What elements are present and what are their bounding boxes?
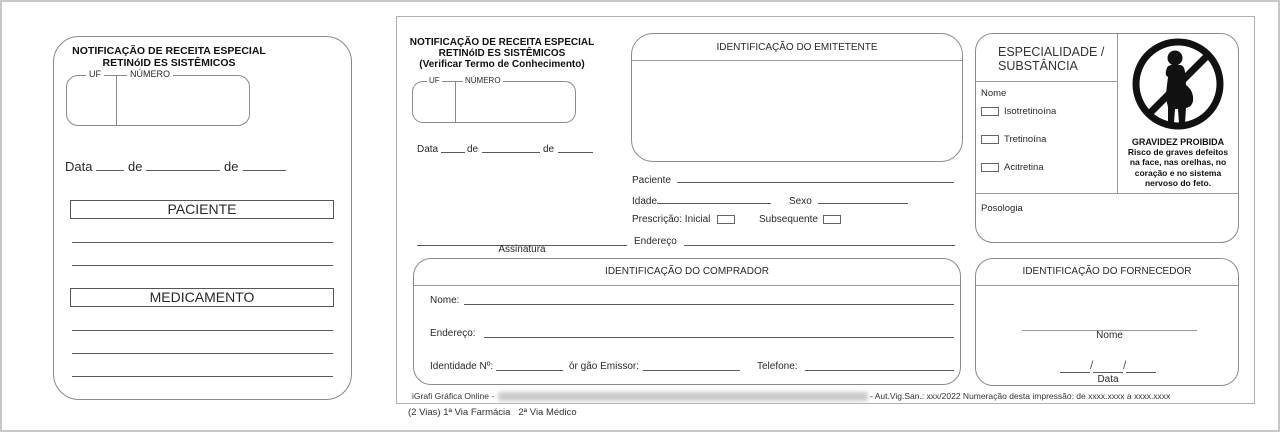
stub-uf-divider [116, 75, 117, 126]
form-uf-numero-box [412, 81, 576, 123]
comprador-nome-label: Nome: [430, 295, 460, 306]
acitretina-label: Acitretina [1004, 162, 1044, 173]
stub-paciente-label: PACIENTE [167, 201, 237, 217]
footer-printer: iGrafi Gráfica Online - [412, 391, 495, 401]
fornecedor-header: IDENTIFICAÇÃO DO FORNECEDOR [1022, 266, 1192, 277]
fornecedor-day-line[interactable] [1060, 372, 1090, 373]
endereco-line[interactable] [684, 245, 955, 246]
comprador-telefone-line[interactable] [805, 370, 954, 371]
isotretinoina-label: Isotretinoína [1004, 106, 1057, 117]
subsequente-checkbox[interactable] [823, 215, 841, 224]
stub-de-label-1: de [128, 159, 143, 174]
endereco-label: Endereço [634, 236, 677, 247]
paciente-label: Paciente [632, 175, 671, 186]
vias-note: (2 Vias) 1ª Via Farmácia 2ª Via Médico [408, 407, 577, 418]
form-title-line1: NOTIFICAÇÃO DE RECEITA ESPECIAL [409, 37, 595, 48]
stub-medicamento-line-1[interactable] [72, 330, 333, 331]
no-pregnancy-icon [1131, 37, 1225, 131]
stub-numero-label: NÚMERO [127, 69, 173, 79]
form-de-label-2: de [543, 144, 555, 155]
stub-medicamento-header [70, 288, 334, 307]
form-year-line[interactable] [558, 152, 593, 153]
comprador-endereco-line[interactable] [484, 337, 954, 338]
warning-line1: Risco de graves defeitos [1127, 147, 1229, 157]
acitretina-checkbox[interactable] [981, 163, 999, 172]
footer-authorization: - Aut.Vig.San.: xxx/2022 Numeração desta impressão: de xxxx.xxxx a xxxx.xxxx [870, 391, 1171, 401]
especialidade-header-divider [976, 81, 1117, 82]
stub-title-line2: RETINóID ES SISTÊMICOS [102, 57, 236, 69]
sexo-label: Sexo [789, 196, 812, 207]
stub-title-line1: NOTIFICAÇÃO DE RECEITA ESPECIAL [72, 45, 266, 57]
idade-line[interactable] [657, 203, 771, 204]
warning-title: GRAVIDEZ PROIBIDA [1131, 137, 1225, 147]
posologia-label: Posologia [981, 203, 1023, 214]
form-de-label-1: de [467, 144, 479, 155]
stub-month-line[interactable] [146, 170, 220, 171]
form-uf-label: UF [429, 76, 440, 85]
assinatura-label: Assinatura [498, 244, 546, 255]
stub-medicamento-line-2[interactable] [72, 353, 333, 354]
nome-label: Nome [981, 88, 1007, 99]
stub-paciente-line-1[interactable] [72, 242, 333, 243]
comprador-endereco-label: Endereço: [430, 328, 476, 339]
stub-paciente-line-2[interactable] [72, 265, 333, 266]
form-title-line3: (Verificar Termo de Conhecimento) [419, 59, 585, 70]
subsequente-label: Subsequente [759, 214, 818, 225]
emitente-header: IDENTIFICAÇÃO DO EMITETENTE [716, 42, 878, 53]
isotretinoina-checkbox[interactable] [981, 107, 999, 116]
form-uf-divider [455, 81, 456, 123]
stub-medicamento-label: MEDICAMENTO [149, 289, 255, 305]
emitente-divider [632, 60, 962, 61]
form-data-label: Data [417, 144, 439, 155]
comprador-orgao-line[interactable] [643, 370, 740, 371]
stub-medicamento-line-3[interactable] [72, 376, 333, 377]
fornecedor-year-line[interactable] [1126, 372, 1156, 373]
fornecedor-box [975, 258, 1239, 386]
sexo-line[interactable] [818, 203, 908, 204]
comprador-header: IDENTIFICAÇÃO DO COMPRADOR [605, 266, 769, 277]
warning-line4: nervoso do feto. [1144, 178, 1212, 188]
fornecedor-nome-label: Nome [1096, 330, 1123, 341]
footer-redacted-info [498, 392, 868, 401]
tretinoina-label: Tretinoína [1004, 134, 1047, 145]
fornecedor-data-label: Data [1097, 374, 1119, 385]
stub-de-label-2: de [224, 159, 239, 174]
stub-year-line[interactable] [243, 170, 286, 171]
form-title-line2: RETINóID ES SISTÊMICOS [438, 48, 566, 59]
warning-line3: coração e no sistema [1134, 168, 1222, 178]
fornecedor-date-sep-1: / [1090, 358, 1094, 372]
posologia-field[interactable] [981, 215, 1231, 239]
idade-label: Idade [632, 196, 658, 207]
fornecedor-divider [976, 285, 1238, 286]
tretinoina-checkbox[interactable] [981, 135, 999, 144]
comprador-divider [414, 285, 960, 286]
prescricao-inicial-checkbox[interactable] [717, 215, 735, 224]
especialidade-header-line1: ESPECIALIDADE / [998, 45, 1105, 59]
stub-paciente-header [70, 200, 334, 219]
especialidade-header-line2: SUBSTÂNCIA [998, 59, 1078, 73]
warning-line2: na face, nas orelhas, no [1129, 157, 1227, 167]
form-numero-label: NÚMERO [465, 76, 501, 85]
comprador-nome-line[interactable] [464, 304, 954, 305]
comprador-telefone-label: Telefone: [757, 361, 798, 372]
fornecedor-month-line[interactable] [1093, 372, 1123, 373]
comprador-identidade-line[interactable] [496, 370, 563, 371]
paciente-line[interactable] [677, 182, 954, 183]
posologia-divider [976, 193, 1238, 194]
stub-data-label: Data [65, 159, 93, 174]
emitente-content-area[interactable] [640, 64, 955, 156]
fornecedor-date-sep-2: / [1123, 358, 1127, 372]
comprador-orgao-label: ór gão Emissor: [569, 361, 640, 372]
comprador-box [413, 258, 961, 385]
form-day-line[interactable] [441, 152, 465, 153]
stub-uf-numero-box [66, 75, 250, 126]
form-month-line[interactable] [482, 152, 540, 153]
comprador-identidade-label: Identidade Nº: [430, 361, 494, 372]
stub-day-line[interactable] [96, 170, 124, 171]
stub-uf-label: UF [86, 69, 104, 79]
prescricao-inicial-label: Prescrição: Inicial [632, 214, 711, 225]
